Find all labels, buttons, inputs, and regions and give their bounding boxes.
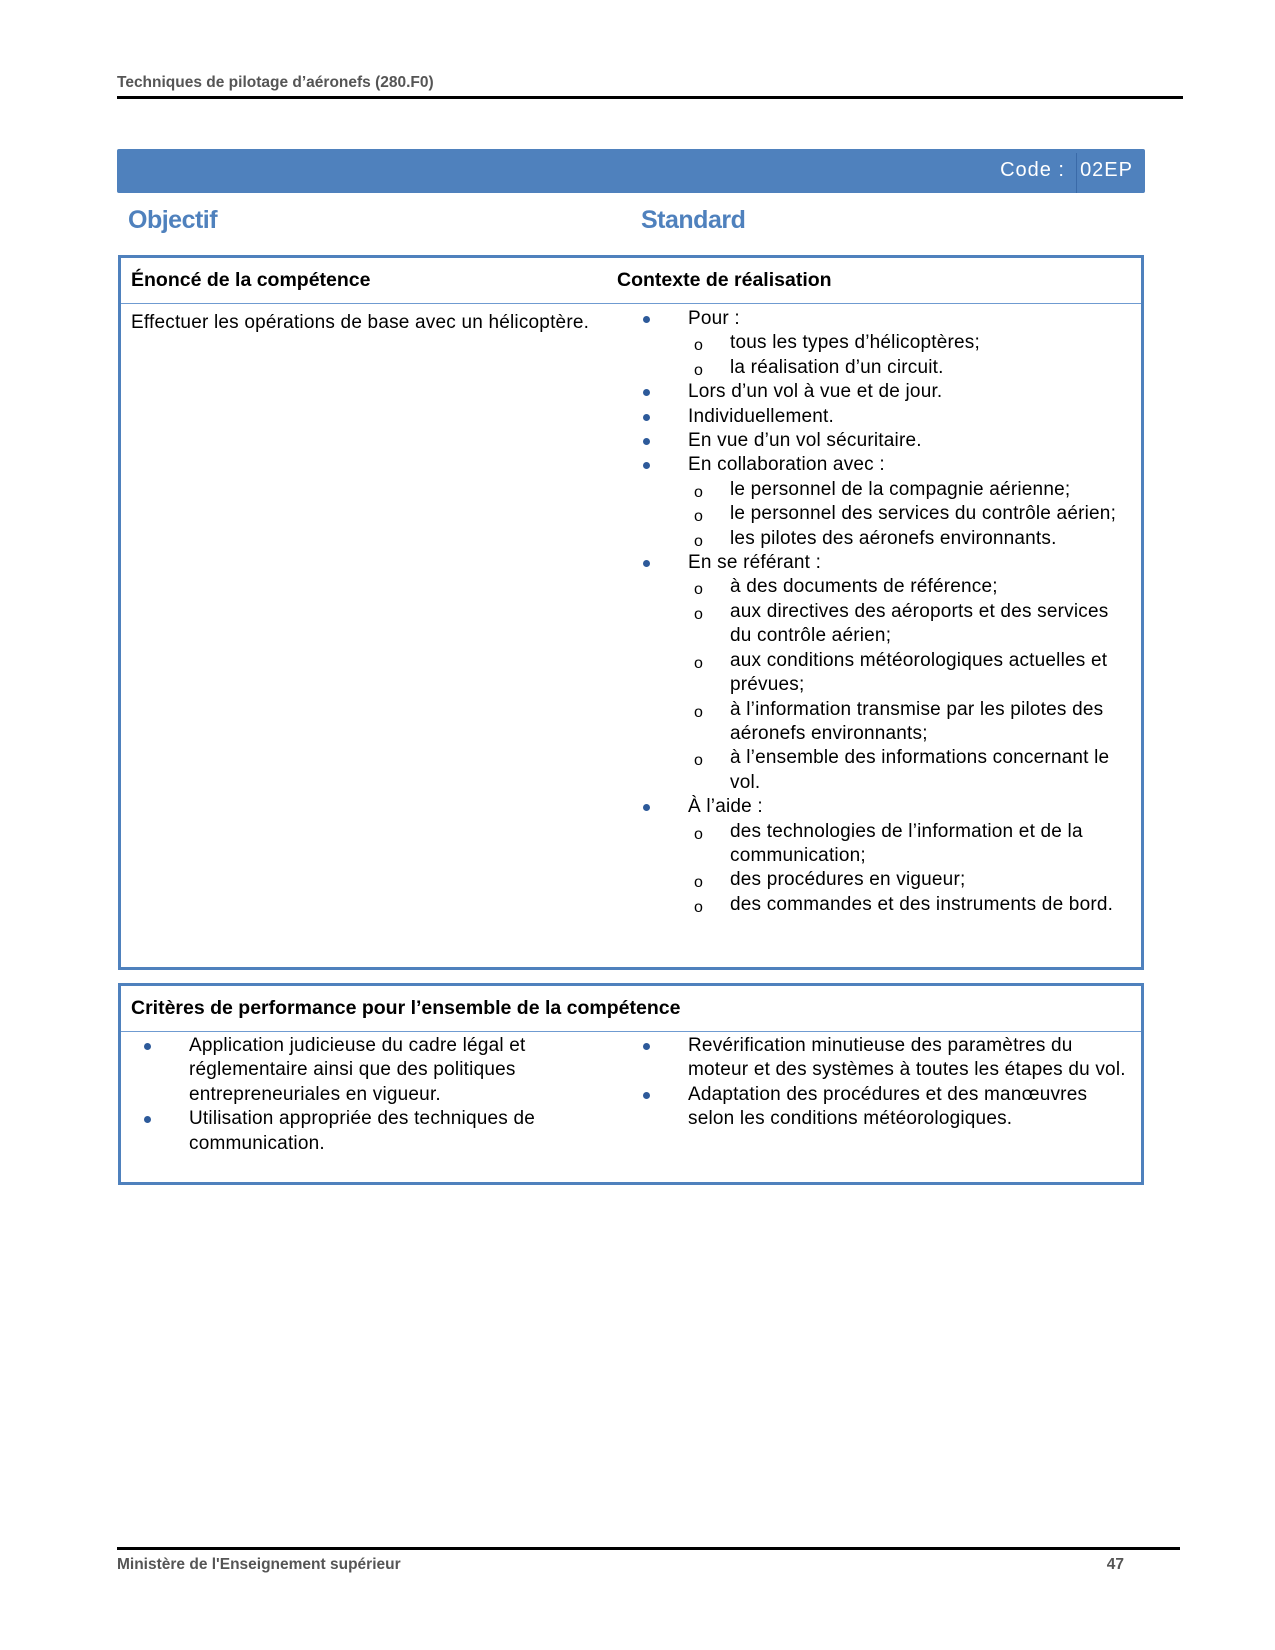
competence-box [118,255,1144,970]
page-number: 47 [1106,1556,1124,1573]
context-item-text: À l’aide : [688,796,763,818]
context-subitem-text: le personnel des services du contrôle aérien; [730,503,1117,525]
criteria-item [121,1107,611,1156]
criteria-item-text: Revérification minutieuse des paramètres du moteur et des systèmes à toutes les étapes du vol. [688,1035,1126,1081]
context-subitem-text: des technologies de l’information et de la communication; [730,820,1083,866]
bullet-icon [643,316,650,323]
footer-ministry: Ministère de l'Enseignement supérieur [117,1556,401,1573]
bullet-icon [643,438,650,445]
criteria-box-header [121,986,1141,1032]
page-header [117,72,1183,99]
context-subitem [688,600,1130,649]
context-item [620,380,1130,404]
circle-bullet-icon: o [694,825,704,843]
page-footer [117,1547,1180,1573]
criteria-item-text: Utilisation appropriée des techniques de communication. [189,1108,535,1154]
context-sublist [688,575,1130,795]
circle-bullet-icon: o [694,874,704,892]
standard-title: Standard [641,206,746,234]
context-list [620,307,1130,917]
circle-bullet-icon: o [694,654,704,672]
context-subitem-text: les pilotes des aéronefs environnants. [730,527,1057,549]
circle-bullet-icon: o [694,508,704,526]
context-subitem-text: à l’information transmise par les pilotes des aéronefs environnants; [730,698,1104,744]
enonce-heading: Énoncé de la compétence [131,269,371,291]
circle-bullet-icon: o [694,703,704,721]
code-bar [117,149,1145,193]
criteria-left-list [121,1034,611,1156]
criteria-item [620,1034,1130,1083]
context-item-text: Individuellement. [688,405,834,427]
context-subitem [688,478,1130,502]
context-item [620,429,1130,453]
context-item [620,453,1130,551]
context-sublist [688,820,1130,918]
context-subitem-text: à l’ensemble des informations concernant le vol. [730,747,1110,793]
code-value: 02EP [1080,159,1133,181]
circle-bullet-icon: o [694,532,704,550]
criteria-box [118,983,1144,1185]
context-subitem [688,356,1130,380]
context-subitem-text: aux directives des aéroports et des services du contrôle aérien; [730,600,1109,647]
context-item [620,795,1130,917]
contexte-heading: Contexte de réalisation [617,269,832,291]
code-separator [1076,153,1077,193]
context-subitem-text: tous les types d’hélicoptères; [730,332,980,354]
context-item [620,405,1130,429]
context-subitem [688,820,1130,869]
context-item-text: En collaboration avec : [688,454,885,476]
circle-bullet-icon: o [694,898,704,916]
context-item [620,551,1130,795]
context-subitem [688,527,1130,551]
context-subitem [688,649,1130,698]
competence-statement: Effectuer les opérations de base avec un hélicoptère. [131,312,590,333]
context-sublist [688,478,1130,551]
circle-bullet-icon: o [694,361,704,379]
circle-bullet-icon: o [694,605,704,623]
context-subitem-text: le personnel de la compagnie aérienne; [730,478,1071,500]
criteria-item-text: Adaptation des procédures et des manœuvres selon les conditions météorologiques. [688,1083,1088,1130]
context-subitem [688,746,1130,795]
context-subitem [688,698,1130,747]
context-item-text: En se référant : [688,552,822,574]
context-sublist [688,331,1130,380]
bullet-icon [144,1043,151,1050]
circle-bullet-icon: o [694,483,704,501]
context-subitem [688,868,1130,892]
criteria-item [121,1034,611,1107]
bullet-icon [144,1116,151,1123]
context-subitem [688,502,1130,526]
circle-bullet-icon: o [694,581,704,599]
context-subitem-text: aux conditions météorologiques actuelles et prévues; [730,649,1108,696]
bullet-icon [643,560,650,567]
bullet-icon [643,389,650,396]
context-item [620,307,1130,380]
criteria-right-list [620,1034,1130,1132]
context-subitem [688,331,1130,355]
bullet-icon [643,462,650,469]
document-title: Techniques de pilotage d’aéronefs (280.F0) [117,74,434,91]
bullet-icon [643,1092,650,1099]
competence-box-header [121,258,1141,304]
bullet-icon [643,804,650,811]
circle-bullet-icon: o [694,337,704,355]
context-subitem-text: des procédures en vigueur; [730,869,966,891]
context-item-text: En vue d’un vol sécuritaire. [688,430,922,452]
objectif-title: Objectif [128,206,218,234]
circle-bullet-icon: o [694,752,704,770]
bullet-icon [643,414,650,421]
code-label: Code : [1000,159,1065,181]
criteria-item [620,1083,1130,1132]
context-subitem-text: des commandes et des instruments de bord. [730,893,1114,915]
criteria-heading: Critères de performance pour l’ensemble de la compétence [131,997,681,1019]
context-item-text: Pour : [688,308,740,329]
criteria-item-text: Application judicieuse du cadre légal et réglementaire ainsi que des politiques entrepreneuriales en vigueur. [189,1035,526,1105]
context-subitem-text: la réalisation d’un circuit. [730,356,944,378]
context-subitem [688,893,1130,917]
context-subitem-text: à des documents de référence; [730,576,998,598]
context-subitem [688,575,1130,599]
bullet-icon [643,1043,650,1050]
context-item-text: Lors d’un vol à vue et de jour. [688,381,943,403]
